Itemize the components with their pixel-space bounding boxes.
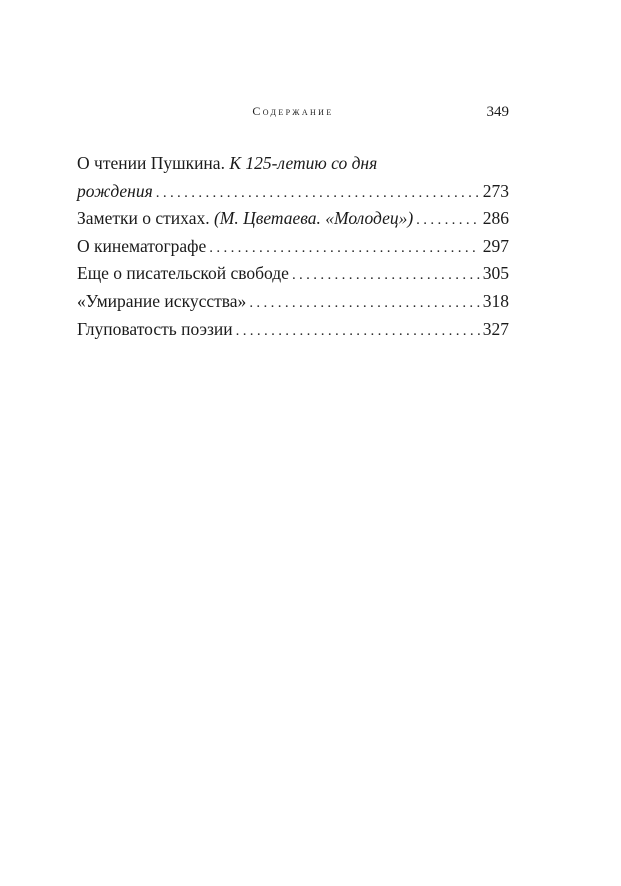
toc-entry-1-subtitle-end: рождения <box>77 180 153 201</box>
dot-leader <box>236 318 480 346</box>
toc-entry-3 <box>77 233 509 261</box>
toc-entry-6-page: 327 <box>482 318 509 339</box>
page-number: 349 <box>486 104 509 120</box>
toc-entry-2-page: 286 <box>482 208 509 229</box>
toc-entry-5-title: «Умирание искусства» <box>77 290 247 311</box>
dot-leader <box>156 180 480 208</box>
toc-entry-1-title <box>77 150 377 178</box>
toc-entry-1-subtitle-cont <box>77 178 153 206</box>
toc-entry-1-page: 273 <box>482 180 509 201</box>
toc-entry-5-page: 318 <box>482 290 509 311</box>
dot-leader <box>292 262 480 290</box>
running-head <box>77 104 509 124</box>
table-of-contents <box>77 150 509 343</box>
toc-entry-2-title <box>77 205 413 233</box>
toc-entry-2-title-text: Заметки о стихах. <box>77 208 210 229</box>
toc-entry-4-title: Еще о писательской свободе <box>77 263 289 284</box>
toc-entry-1-line-1 <box>77 150 509 178</box>
toc-entry-4 <box>77 260 509 288</box>
running-title: Содержание <box>252 104 334 118</box>
toc-entry-1-subtitle: К 125-летию со дня <box>229 153 378 173</box>
toc-entry-2 <box>77 205 509 233</box>
toc-entry-1-title-text: О чтении Пушкина. <box>77 153 225 173</box>
toc-entry-4-page: 305 <box>482 263 509 284</box>
toc-entry-3-page: 297 <box>482 235 509 256</box>
toc-entry-6-title: Глуповатость поэзии <box>77 318 233 339</box>
dot-leader <box>416 207 480 235</box>
toc-entry-2-subtitle: (М. Цветаева. «Молодец») <box>213 208 414 229</box>
toc-entry-1-line-2 <box>77 178 509 206</box>
toc-entry-3-title: О кинематографе <box>77 235 207 256</box>
dot-leader <box>249 290 479 318</box>
toc-entry-5 <box>77 288 509 316</box>
toc-entry-6 <box>77 316 509 344</box>
dot-leader <box>209 235 479 263</box>
